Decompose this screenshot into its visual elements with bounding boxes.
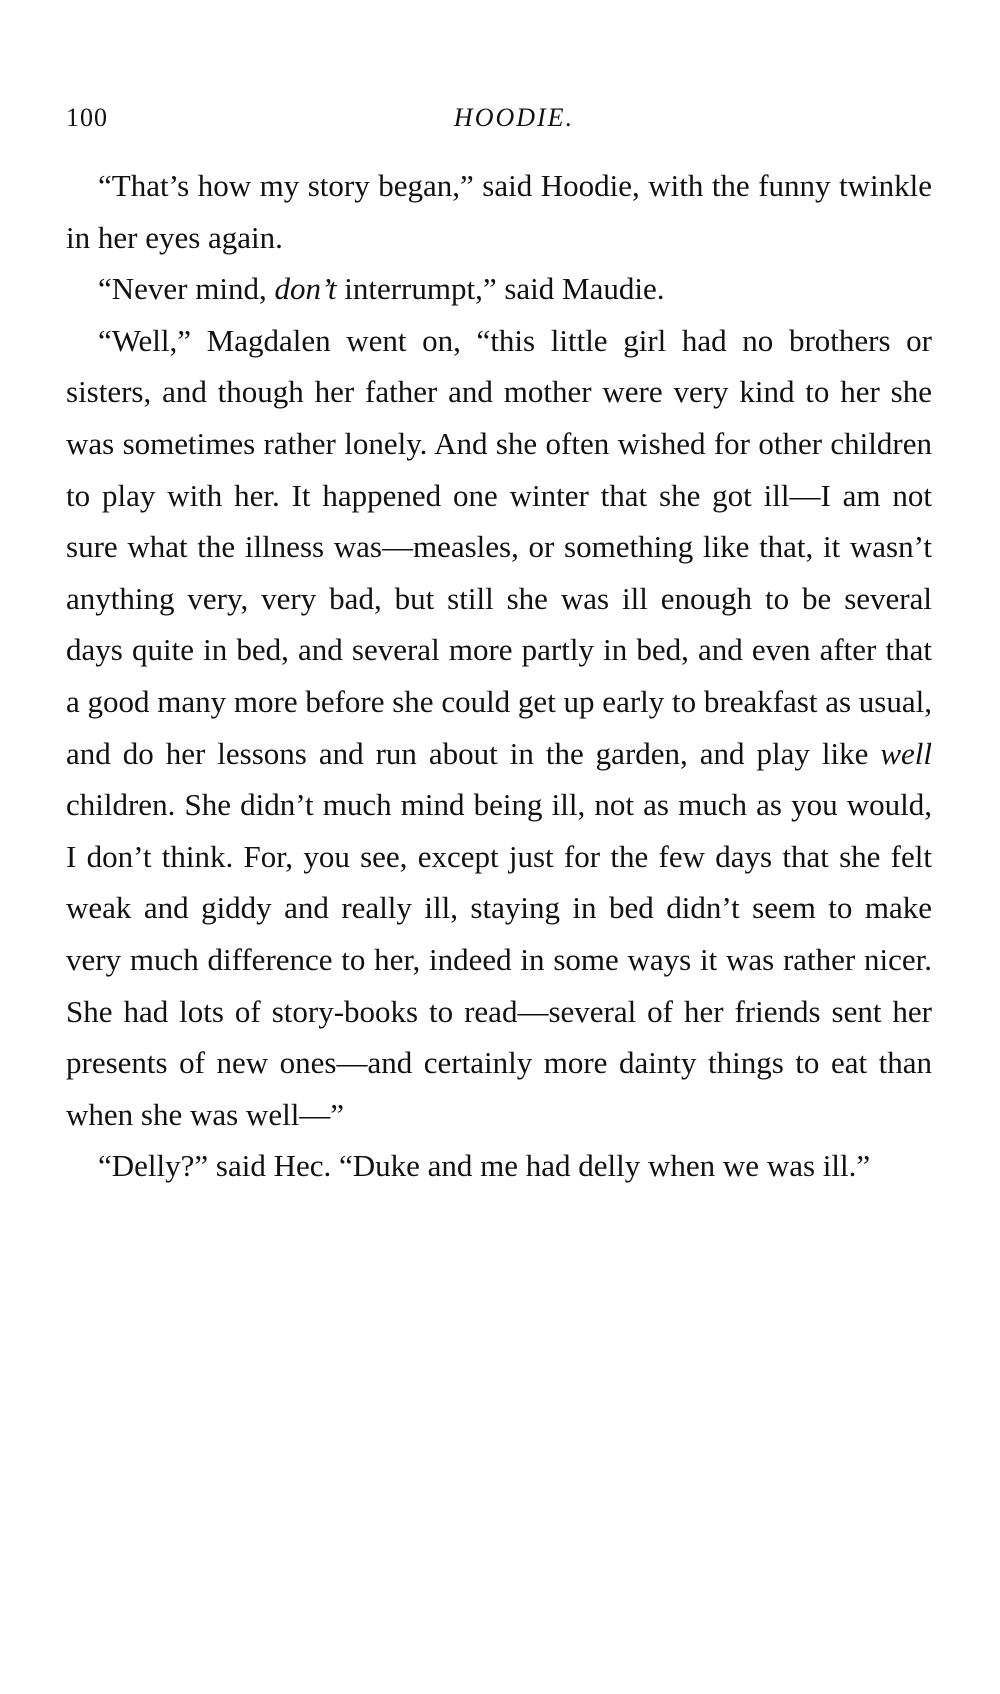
paragraph: [66, 1140, 932, 1192]
text-run: “That’s how my story began,” said Hoodie, with the funny twinkle in her eyes again.: [66, 168, 932, 255]
text-run: “Delly?” said Hec. “Duke and me had delly when we was ill.”: [98, 1148, 871, 1184]
page-number: 100: [66, 103, 108, 132]
text-run: “Never mind,: [98, 271, 275, 307]
text-run: “Well,” Magdalen went on, “this little girl had no brothers or sisters, and though her father and mother were very kind to her she was sometimes rather lonely. And she often wished for other children to play with her. It happened one winter that she got ill—I am not sure what the illness was—measles, or something like that, it wasn’t anything very, very bad, but still she was ill enough to be several days quite in bed, and several more partly in bed, and even after that a good many more before she could get up early to breakfast as usual, and do her lessons and run about in the garden, and play like: [66, 322, 932, 771]
italic-text-run: well: [880, 735, 932, 771]
text-run: children. She didn’t much mind being ill, not as much as you would, I don’t think. For, you see, except just for the few days that she felt weak and giddy and really ill, staying in bed didn’t seem to make very much difference to her, indeed in some ways it was rather nicer. She had lots of story-books to read—several of her friends sent her presents of new ones—and certainly more dainty things to eat than when she was well—”: [66, 787, 932, 1132]
paragraph: [66, 263, 932, 315]
running-head: [66, 100, 932, 136]
text-run: interrumpt,” said Maudie.: [336, 271, 665, 307]
italic-text-run: don’t: [274, 271, 337, 307]
running-title: HOODIE.: [453, 103, 575, 132]
paragraph: [66, 315, 932, 1141]
paragraph: [66, 160, 932, 263]
body-text: [66, 160, 932, 1192]
